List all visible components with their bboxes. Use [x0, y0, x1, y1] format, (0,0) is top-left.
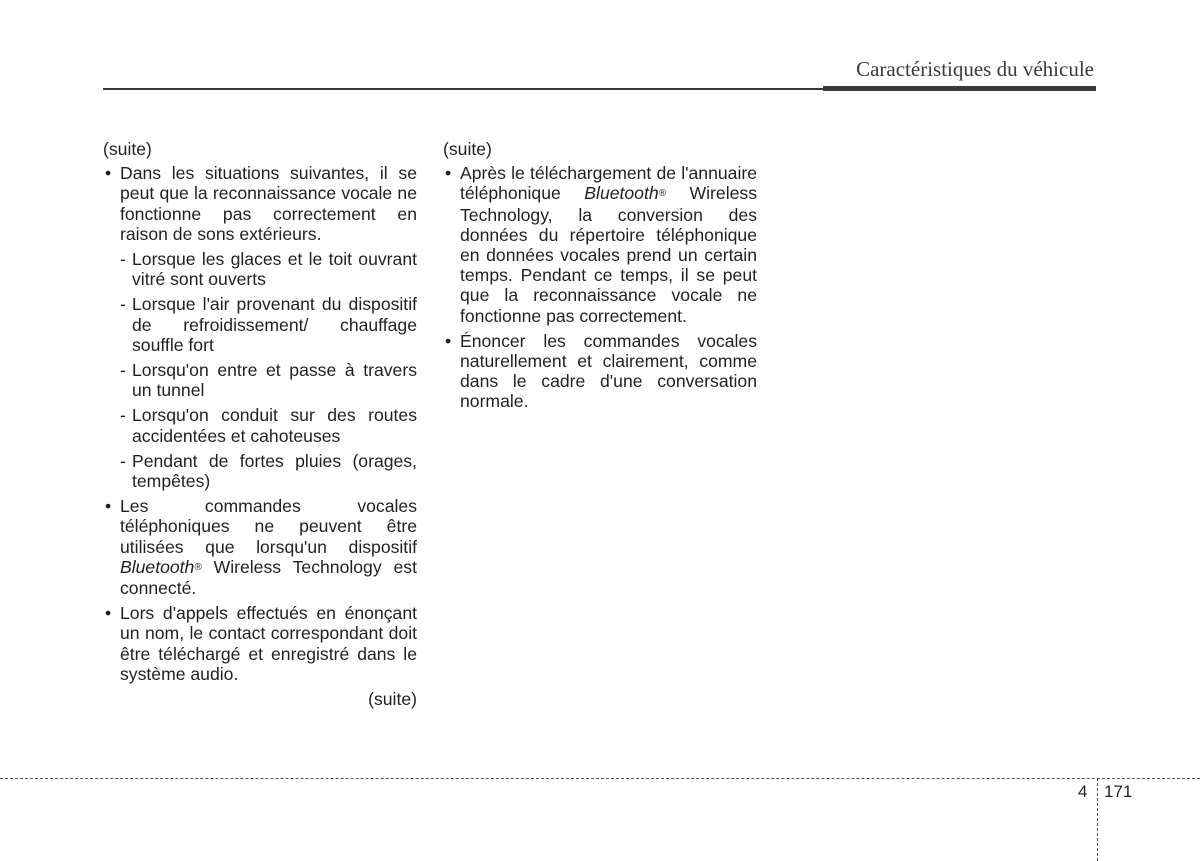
bullet-item: • Énoncer les commandes vocales naturellement et clairement, comme dans le cadre d'une conversation normale.	[443, 331, 757, 412]
bluetooth-brand-text: Bluetooth	[584, 183, 659, 204]
left-column	[103, 139, 417, 709]
page-number: 171	[1104, 782, 1133, 801]
footer-dashed-rule	[0, 778, 1200, 779]
registered-mark: ®	[194, 561, 202, 573]
dash-item: - Lorsqu'on entre et passe à travers un tunnel	[103, 360, 417, 400]
dash-item: - Lorsqu'on conduit sur des routes accidentées et cahoteuses	[103, 405, 417, 445]
registered-mark: ®	[658, 188, 667, 200]
bluetooth-brand-text: Bluetooth	[120, 556, 195, 577]
bullet-text: Wireless Technology est connecté.	[120, 556, 417, 599]
chapter-number: 4	[1078, 782, 1088, 801]
bullet-text: Les commandes vocales téléphoniques ne peuvent être utilisées que lorsqu'un dispositif	[120, 496, 417, 557]
right-column	[443, 139, 757, 417]
bullet-item	[443, 163, 757, 326]
header-rule-accent	[823, 86, 1096, 91]
dash-item: - Pendant de fortes pluies (orages, tempêtes)	[103, 451, 417, 491]
bullet-text: Après le téléchargement de l'annuaire téléphonique	[460, 163, 757, 204]
dash-item: - Lorsque les glaces et le toit ouvrant vitré sont ouverts	[103, 249, 417, 289]
suite-label-bottom: (suite)	[368, 689, 417, 710]
bullet-item: • Dans les situations suivantes, il se peut que la reconnaissance vocale ne fonctionne pas correctement en raison de sons extérieurs.	[103, 163, 417, 244]
suite-label-top: (suite)	[103, 139, 152, 159]
bullet-item: • Lors d'appels effectués en énonçant un nom, le contact correspondant doit être téléchargé et enregistré dans le système audio.	[103, 603, 417, 684]
footer-dashed-divider	[1097, 778, 1098, 861]
bullet-item	[103, 496, 417, 598]
dash-item: - Lorsque l'air provenant du dispositif de refroidissement/ chauffage souffle fort	[103, 294, 417, 355]
suite-label-top: (suite)	[443, 139, 492, 159]
page-header-title: Caractéristiques du véhicule	[856, 57, 1094, 81]
bullet-text: Wireless Technology, la conversion des données du répertoire téléphonique en données vocales prend un certain temps. Pendant ce temps, il se peut que la reconnaissance vocale ne fonctionne pas correctement.	[460, 183, 757, 326]
